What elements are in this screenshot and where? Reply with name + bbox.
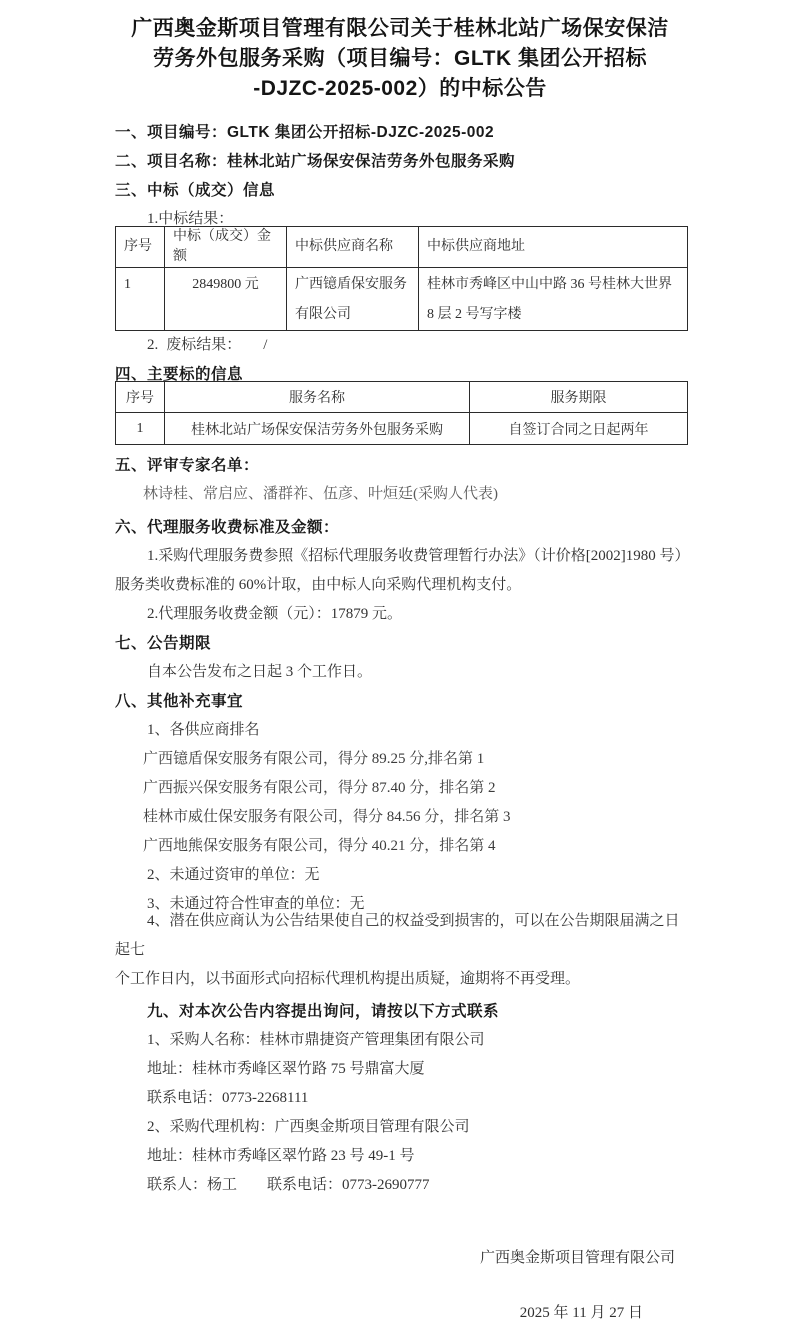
cell-no: 1 [116,268,165,331]
cell-service-term: 自签订合同之日起两年 [470,413,688,445]
agency-fee-paragraph-line-2: 服务类收费标准的 60%计取，由中标人向采购代理机构支付。 [115,577,522,593]
table-row [116,413,688,445]
ranking-line: 桂林市威仕保安服务有限公司，得分 84.56 分，排名第 3 [143,809,511,825]
failed-conformity-line: 3、未通过符合性审查的单位：无 [147,896,365,912]
section-heading-contact: 九、对本次公告内容提出询问，请按以下方式联系 [147,1003,500,1020]
section-heading-agency-fee: 六、代理服务收费标准及金额： [115,519,340,536]
cell-amount: 2849800 元 [165,268,287,331]
document-title [115,14,685,104]
title-line-1: 广西奥金斯项目管理有限公司关于桂林北站广场保安保洁 [131,17,669,40]
ranking-line: 广西镱盾保安服务有限公司，得分 89.25 分,排名第 1 [143,751,485,767]
contact-line-agency-address: 地址：桂林市秀峰区翠竹路 23 号 49-1 号 [147,1148,415,1164]
abandoned-result-label: 废标结果： [166,337,242,353]
section-heading-subject-info: 四、主要标的信息 [115,366,244,383]
notice-period-text: 自本公告发布之日起 3 个工作日。 [147,664,373,680]
supplier-ranking-label: 1、各供应商排名 [147,722,260,738]
award-result-table [115,226,688,331]
subject-info-table [115,381,688,445]
section-heading-award-info: 三、中标（成交）信息 [115,182,276,199]
col-header-address: 中标供应商地址 [419,227,688,268]
table-row [116,268,688,331]
section-heading-experts: 五、评审专家名单： [115,457,260,474]
expert-names: 林诗桂、常启应、潘群祚、伍彦、叶烜廷(采购人代表) [143,486,498,502]
footer-company-signature: 广西奥金斯项目管理有限公司 [479,1250,675,1266]
contact-line-purchaser-address: 地址：桂林市秀峰区翠竹路 75 号鼎富大厦 [147,1061,425,1077]
contact-line-purchaser-name: 1、采购人名称：桂林市鼎捷资产管理集团有限公司 [147,1032,485,1048]
ranking-line: 广西地熊保安服务有限公司，得分 40.21 分，排名第 4 [143,838,496,854]
cell-address: 桂林市秀峰区中山中路 36 号桂林大世界 8 层 2 号写字楼 [419,268,688,331]
col-header-no: 序号 [116,227,165,268]
abandoned-result-line [115,331,685,360]
col-header-no: 序号 [116,382,165,413]
section-heading-project-name: 二、项目名称：桂林北站广场保安保洁劳务外包服务采购 [115,153,516,170]
cell-no: 1 [116,413,165,445]
cell-service-name: 桂林北站广场保安保洁劳务外包服务采购 [165,413,470,445]
contact-line-agency-name: 2、采购代理机构：广西奥金斯项目管理有限公司 [147,1119,470,1135]
footer-date: 2025 年 11 月 27 日 [519,1305,643,1321]
contact-line-agency-person-phone: 联系人：杨工 联系电话：0773-2690777 [147,1177,430,1193]
col-header-amount: 中标（成交）金额 [165,227,287,268]
objection-paragraph-line-1: 4、潜在供应商认为公告结果使自己的权益受到损害的，可以在公告期限届满之日起七 [115,913,680,958]
section-heading-notice-period: 七、公告期限 [115,635,212,652]
ranking-line: 广西振兴保安服务有限公司，得分 87.40 分，排名第 2 [143,780,496,796]
section-heading-project-number: 一、项目编号：GLTK 集团公开招标-DJZC-2025-002 [115,124,495,141]
col-header-service-term: 服务期限 [470,382,688,413]
col-header-supplier: 中标供应商名称 [287,227,419,268]
section-heading-other-matters: 八、其他补充事宜 [115,693,244,710]
agency-fee-amount: 2.代理服务收费金额（元）：17879 元。 [147,606,403,622]
title-line-3: -DJZC-2025-002）的中标公告 [253,77,547,100]
col-header-service-name: 服务名称 [165,382,470,413]
failed-prequalification-line: 2、未通过资审的单位：无 [147,867,320,883]
title-line-2: 劳务外包服务采购（项目编号：GLTK 集团公开招标 [153,47,647,70]
award-result-label: 1.中标结果： [147,211,234,227]
contact-line-purchaser-phone: 联系电话：0773-2268111 [147,1090,309,1106]
objection-paragraph-line-2: 个工作日内，以书面形式向招标代理机构提出质疑，逾期将不再受理。 [115,971,581,987]
table-header-row [116,227,688,268]
cell-supplier: 广西镱盾保安服务有限公司 [287,268,419,331]
abandoned-result-value: / [263,337,268,353]
agency-fee-paragraph-line-1: 1.采购代理服务费参照《招标代理服务收费管理暂行办法》（计价格[2002]1980 号） [147,548,690,564]
abandoned-result-number: 2. [147,337,159,353]
